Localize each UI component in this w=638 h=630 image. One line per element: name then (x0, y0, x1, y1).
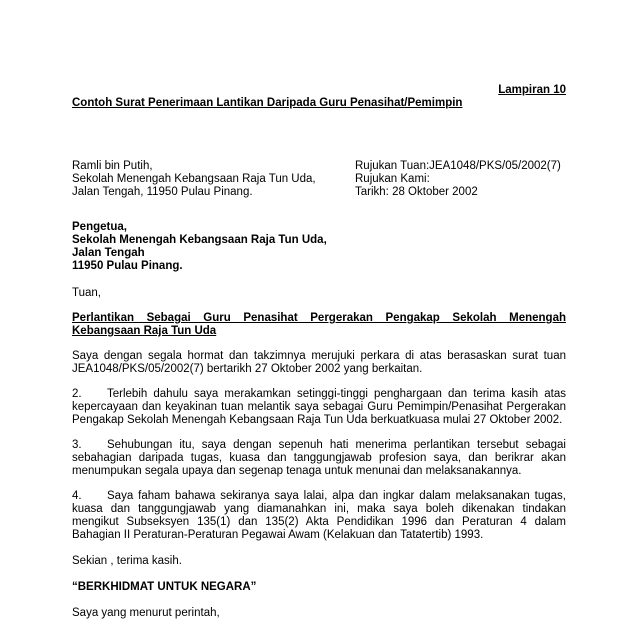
paragraph-3-number: 3. (72, 439, 82, 451)
reference-tarikh: Tarikh: 28 Oktober 2002 (355, 186, 478, 198)
sender-line-3: Jalan Tengah, 11950 Pulau Pinang. (72, 186, 253, 198)
subject-line: Perlantikan Sebagai Guru Penasihat Pergerakan Pengakap Sekolah Menengah Kebangsaan Raja Tun Uda (72, 312, 566, 337)
recipient-line-1: Pengetua, (72, 221, 127, 233)
salutation: Tuan, (72, 287, 101, 299)
paragraph-4-text: Saya faham bahawa sekiranya saya lalai, alpa dan ingkar dalam melaksanakan tugas, kuasa dan tanggungjawab yang diamanahkan ini, maka saya boleh dikenakan tindakan mengikut Subseksyen 135(1) dan 135(2) Akta Pendidikan 1996 dan Peraturan 4 dalam Bahagian II Peraturan-Peraturan Pegawai Awam (Kelakuan dan Tatatertib) 1993. (72, 490, 566, 541)
lampiran-label: Lampiran 10 (498, 84, 566, 96)
paragraph-1 (72, 350, 566, 376)
paragraph-2-number: 2. (72, 388, 82, 400)
paragraph-1-text: Saya dengan segala hormat dan takzimnya merujuki perkara di atas berasaskan surat tuan JEA1048/PKS/05/2002(7) bertarikh 27 Oktober 2002 yang berkaitan. (72, 350, 566, 375)
paragraph-4 (72, 490, 566, 542)
sender-line-2: Sekolah Menengah Kebangsaan Raja Tun Uda, (72, 173, 316, 185)
paragraph-2-text: Terlebih dahulu saya merakamkan setinggi-tinggi penghargaan dan terima kasih atas kepercayaan dan keyakinan tuan melantik saya sebagai Guru Pemimpin/Penasihat Pergerakan Pengakap Sekolah Menengah Kebangsaan Raja Tun Uda berkuatkuasa mulai 27 Oktober 2002. (72, 388, 566, 426)
paragraph-4-number: 4. (72, 490, 82, 502)
paragraph-2 (72, 388, 566, 427)
reference-block (355, 160, 566, 199)
address-reference-row (72, 160, 566, 199)
document-title: Contoh Surat Penerimaan Lantikan Daripada Guru Penasihat/Pemimpin (72, 97, 463, 109)
reference-kami: Rujukan Kami: (355, 173, 430, 185)
recipient-line-2: Sekolah Menengah Kebangsaan Raja Tun Uda, (72, 234, 327, 246)
reference-tuan: Rujukan Tuan:JEA1048/PKS/05/2002(7) (355, 160, 561, 172)
closing-line: Sekian , terima kasih. (72, 555, 182, 567)
slogan-line: “BERKHIDMAT UNTUK NEGARA” (72, 581, 257, 593)
paragraph-3 (72, 439, 566, 478)
recipient-line-3: Jalan Tengah (72, 247, 145, 259)
sender-address (72, 160, 355, 199)
recipient-line-4: 11950 Pulau Pinang. (72, 260, 183, 272)
paragraph-3-text: Sehubungan itu, saya dengan sepenuh hati menerima perlantikan tersebut sebagai sebahagian daripada tugas, kuasa dan tanggungjawab profesion saya, dan berikrar akan menumpukan segala upaya dan segenap tenaga untuk menunai dan melaksanakannya. (72, 439, 566, 477)
sender-line-1: Ramli bin Putih, (72, 160, 153, 172)
recipient-address (72, 221, 566, 273)
signature-line: Saya yang menurut perintah, (72, 607, 220, 619)
